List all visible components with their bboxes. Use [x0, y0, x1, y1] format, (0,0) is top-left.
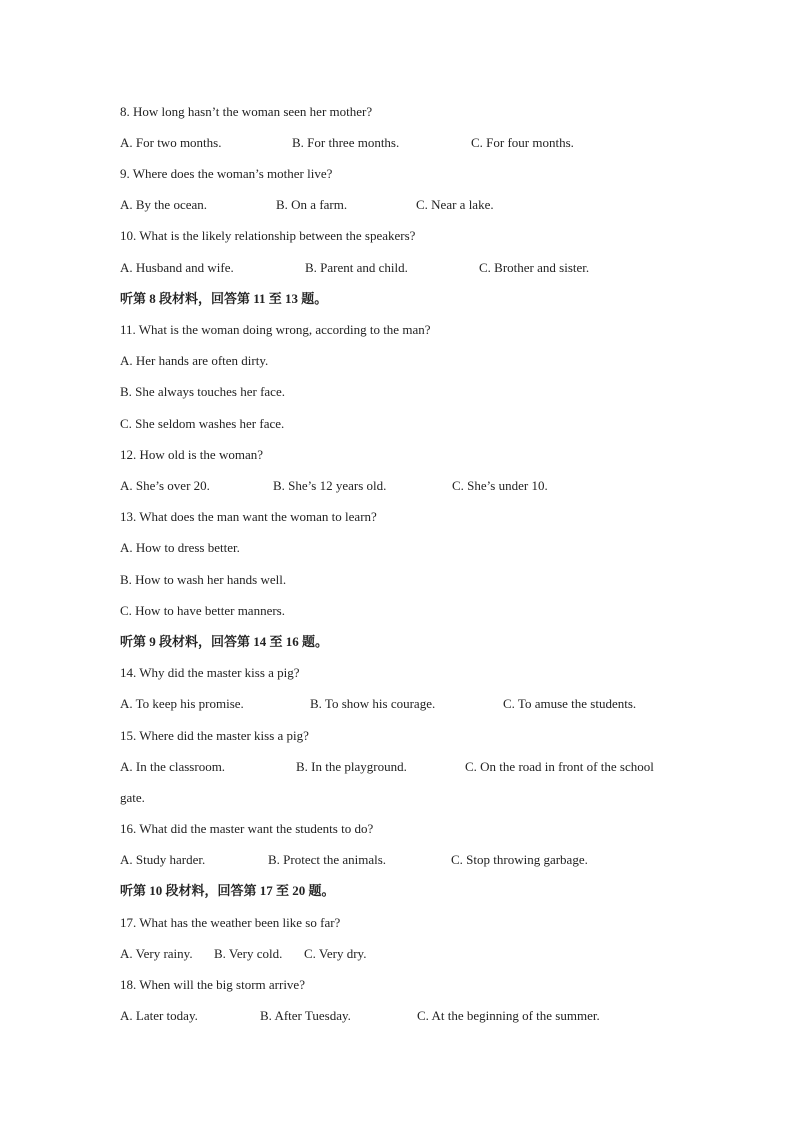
- option-b: B. On a farm.: [276, 197, 348, 212]
- option-b: B. To show his courage.: [310, 696, 436, 711]
- option-c: C. She’s under 10.: [452, 478, 548, 493]
- option-a: A. In the classroom.: [120, 759, 226, 774]
- option-b: B. She always touches her face.: [120, 384, 285, 399]
- option-b: B. How to wash her hands well.: [120, 572, 287, 587]
- option-a: A. Very rainy.: [120, 946, 193, 961]
- option-a: A. Study harder.: [120, 852, 206, 867]
- option-a: A. To keep his promise.: [120, 696, 244, 711]
- option-c: C. On the road in front of the school: [465, 759, 654, 774]
- option-b: B. Very cold.: [214, 946, 283, 961]
- option-a: A. Her hands are often dirty.: [120, 353, 269, 368]
- option-c: C. How to have better manners.: [120, 603, 285, 618]
- question-8: 8. How long hasn’t the woman seen her mother?: [120, 104, 373, 119]
- option-c: C. Brother and sister.: [479, 260, 590, 275]
- option-b: B. After Tuesday.: [260, 1008, 351, 1023]
- question-9: 9. Where does the woman’s mother live?: [120, 166, 333, 181]
- option-c: C. For four months.: [471, 135, 574, 150]
- option-c: C. Near a lake.: [416, 197, 494, 212]
- option-c-continuation: gate.: [120, 790, 145, 805]
- section-heading-9: 听第 9 段材料，回答第 14 至 16 题。: [120, 634, 329, 649]
- question-15: 15. Where did the master kiss a pig?: [120, 728, 309, 743]
- option-a: A. Husband and wife.: [120, 260, 234, 275]
- option-b: B. Protect the animals.: [268, 852, 387, 867]
- question-10: 10. What is the likely relationship between the speakers?: [120, 228, 416, 243]
- option-c: C. At the beginning of the summer.: [417, 1008, 600, 1023]
- question-12: 12. How old is the woman?: [120, 447, 263, 462]
- option-b: B. Parent and child.: [305, 260, 408, 275]
- option-a: A. For two months.: [120, 135, 222, 150]
- option-b: B. For three months.: [292, 135, 400, 150]
- section-heading-8: 听第 8 段材料，回答第 11 至 13 题。: [120, 291, 328, 306]
- option-a: A. By the ocean.: [120, 197, 208, 212]
- question-16: 16. What did the master want the students to do?: [120, 821, 374, 836]
- option-b: B. She’s 12 years old.: [273, 478, 387, 493]
- option-b: B. In the playground.: [296, 759, 407, 774]
- option-c: C. She seldom washes her face.: [120, 416, 285, 431]
- section-heading-10: 听第 10 段材料，回答第 17 至 20 题。: [120, 883, 335, 898]
- question-17: 17. What has the weather been like so far?: [120, 915, 341, 930]
- question-13: 13. What does the man want the woman to learn?: [120, 509, 377, 524]
- question-11: 11. What is the woman doing wrong, according to the man?: [120, 322, 431, 337]
- option-c: C. Stop throwing garbage.: [451, 852, 588, 867]
- option-c: C. Very dry.: [304, 946, 367, 961]
- option-a: A. Later today.: [120, 1008, 198, 1023]
- option-a: A. She’s over 20.: [120, 478, 210, 493]
- option-c: C. To amuse the students.: [503, 696, 637, 711]
- option-a: A. How to dress better.: [120, 540, 240, 555]
- question-18: 18. When will the big storm arrive?: [120, 977, 305, 992]
- question-14: 14. Why did the master kiss a pig?: [120, 665, 300, 680]
